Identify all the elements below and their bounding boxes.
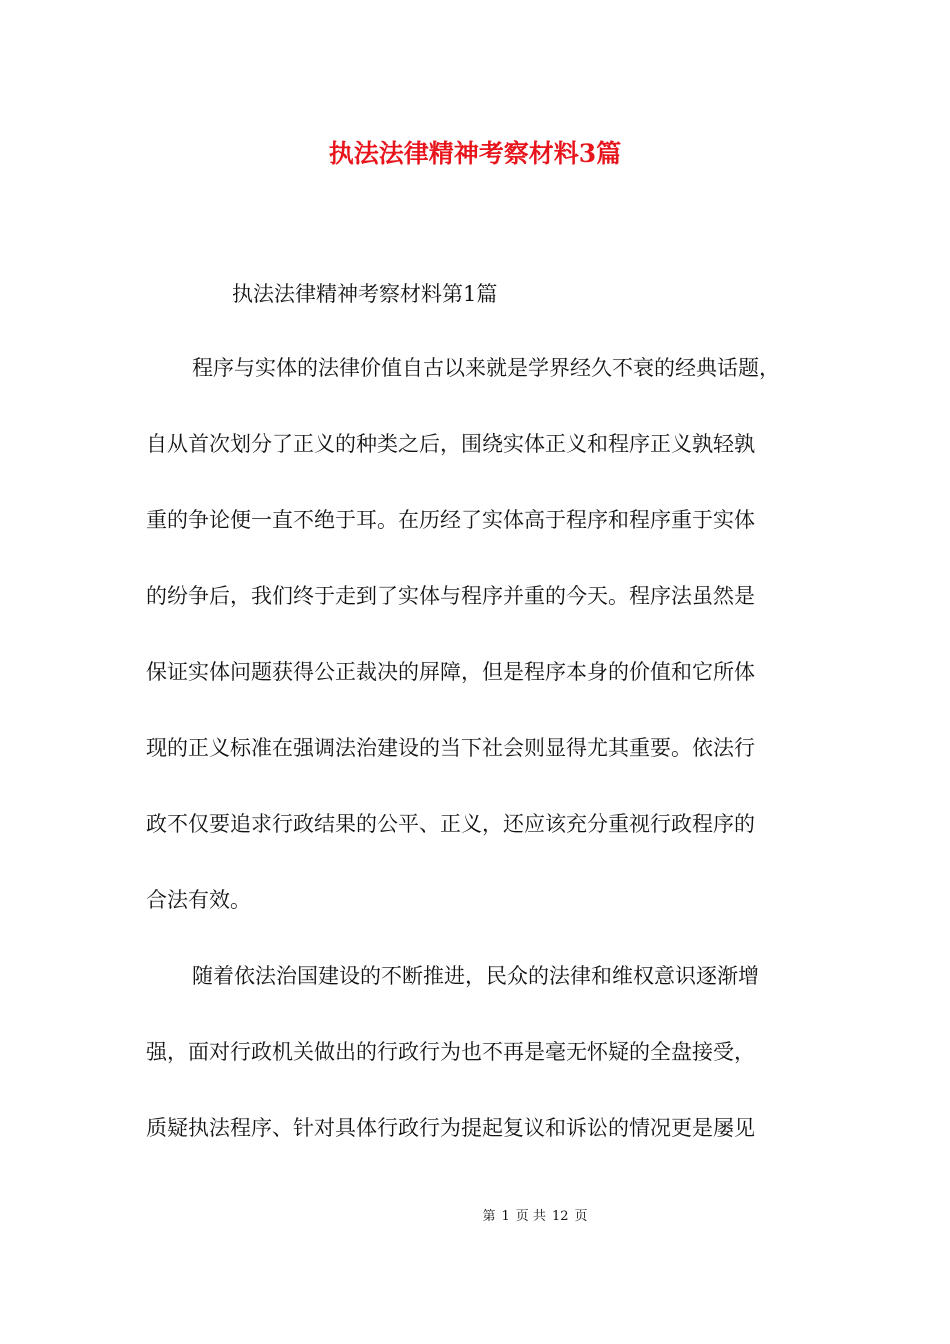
paragraph-1	[146, 330, 826, 938]
paragraph-line: 重的争论便一直不绝于耳。在历经了实体高于程序和程序重于实体	[146, 508, 755, 532]
paragraph-line: 程序与实体的法律价值自古以来就是学界经久不衰的经典话题，	[192, 356, 780, 380]
paragraph-line: 质疑执法程序、针对具体行政行为提起复议和诉讼的情况更是屡见	[146, 1116, 755, 1140]
paragraph-line: 政不仅要追求行政结果的公平、正义，还应该充分重视行政程序的	[146, 812, 755, 836]
paragraph-line: 强，面对行政机关做出的行政行为也不再是毫无怀疑的全盘接受，	[146, 1040, 755, 1064]
paragraph-line: 保证实体问题获得公正裁决的屏障，但是程序本身的价值和它所体	[146, 660, 755, 684]
paragraph-line: 的纷争后，我们终于走到了实体与程序并重的今天。程序法虽然是	[146, 584, 755, 608]
paragraph-line: 现的正义标准在强调法治建设的当下社会则显得尤其重要。依法行	[146, 736, 755, 760]
document-title: 执法法律精神考察材料3篇	[328, 139, 622, 168]
page-label-prefix: 第	[482, 1209, 496, 1224]
current-page-number: 1	[501, 1209, 510, 1224]
page-footer	[0, 1207, 950, 1227]
paragraph-line: 合法有效。	[146, 888, 251, 912]
paragraph-line: 自从首次划分了正义的种类之后，围绕实体正义和程序正义孰轻孰	[146, 432, 755, 456]
page-label-suffix: 页	[574, 1209, 588, 1224]
total-pages-number: 12	[551, 1209, 569, 1224]
paragraph-line: 随着依法治国建设的不断推进，民众的法律和维权意识逐渐增	[192, 964, 759, 988]
paragraph-2	[146, 938, 826, 1166]
section-heading: 执法法律精神考察材料第1篇	[232, 282, 498, 306]
page-label-mid: 页 共	[515, 1209, 546, 1224]
